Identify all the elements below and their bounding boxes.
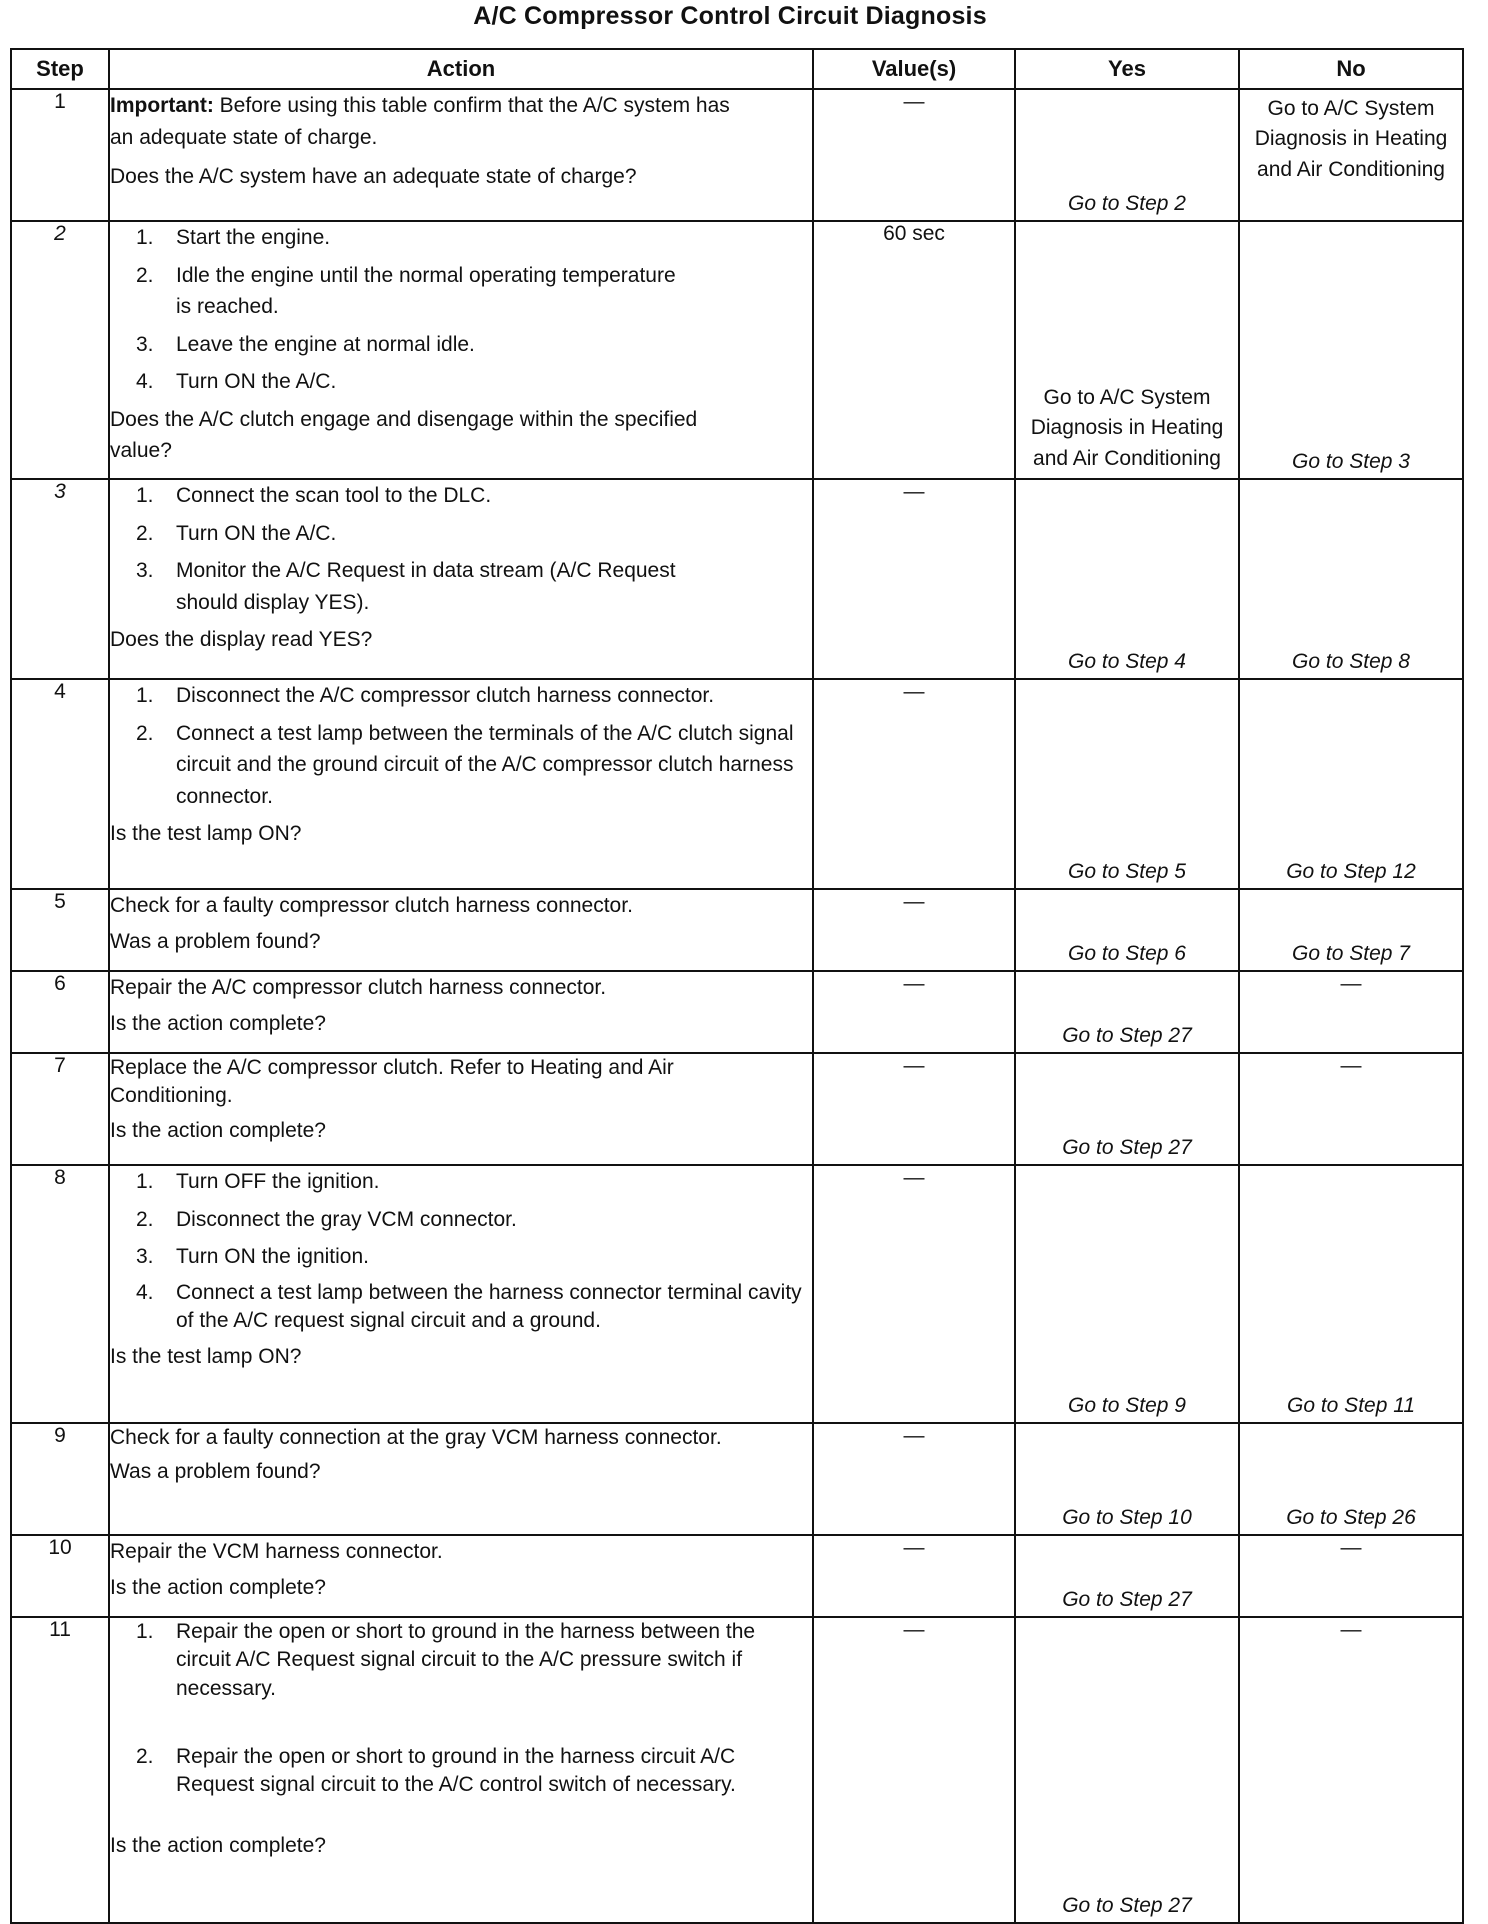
yes-link[interactable]: Go to Step 5 bbox=[1068, 860, 1186, 883]
step-number: 2 bbox=[11, 221, 109, 479]
question: Does the display read YES? bbox=[110, 628, 373, 651]
action-list bbox=[110, 222, 812, 398]
action-cell bbox=[109, 889, 813, 971]
list-item: 1. Connect the scan tool to the DLC. bbox=[136, 484, 492, 507]
value-cell: — bbox=[813, 1053, 1015, 1165]
action-cell bbox=[109, 971, 813, 1053]
important-label: Important: bbox=[110, 94, 214, 117]
no-link[interactable]: Go to Step 11 bbox=[1286, 1394, 1416, 1417]
step-number: 6 bbox=[11, 971, 109, 1053]
list-item: 2. Repair the open or short to ground in the harness circuit A/C Request signal circuit to the A/C control switch of necessary. bbox=[136, 1745, 736, 1797]
list-item: 2. Idle the engine until the normal operating temperature is reached. bbox=[136, 263, 676, 318]
action-cell bbox=[109, 679, 813, 889]
yes-link[interactable]: Go to Step 27 bbox=[1062, 1024, 1192, 1047]
yes-link[interactable]: Go to Step 4 bbox=[1068, 650, 1186, 673]
no-link[interactable]: Go to Step 12 bbox=[1286, 860, 1416, 883]
no-link[interactable]: Go to Step 26 bbox=[1286, 1506, 1416, 1529]
step-number: 4 bbox=[11, 679, 109, 889]
table-row bbox=[11, 221, 1463, 479]
step-number: 8 bbox=[11, 1165, 109, 1423]
value-cell: — bbox=[813, 1535, 1015, 1617]
no-cell bbox=[1239, 679, 1463, 889]
question: Is the action complete? bbox=[110, 1011, 326, 1035]
question: Was a problem found? bbox=[110, 1460, 321, 1484]
value-cell: 60 sec bbox=[813, 221, 1015, 479]
value-cell: — bbox=[813, 679, 1015, 889]
value-cell: — bbox=[813, 1165, 1015, 1423]
header-values: Value(s) bbox=[813, 49, 1015, 89]
list-item: 4. Connect a test lamp between the harness connector terminal cavity of the A/C request signal circuit and a ground. bbox=[136, 1280, 802, 1332]
no-cell bbox=[1239, 479, 1463, 679]
yes-cell bbox=[1015, 679, 1239, 889]
step-number: 10 bbox=[11, 1535, 109, 1617]
question: Is the test lamp ON? bbox=[110, 822, 302, 845]
action-list bbox=[110, 680, 812, 812]
step-number: 1 bbox=[11, 89, 109, 221]
yes-link[interactable]: Go to Step 6 bbox=[1068, 942, 1186, 965]
yes-cell bbox=[1015, 1617, 1239, 1923]
action-cell bbox=[109, 1535, 813, 1617]
table-row bbox=[11, 1053, 1463, 1165]
header-action: Action bbox=[109, 49, 813, 89]
action-text: Repair the A/C compressor clutch harness connector. bbox=[110, 976, 607, 999]
list-item: 1. Disconnect the A/C compressor clutch harness connector. bbox=[136, 684, 715, 707]
yes-link[interactable]: Go to A/C System Diagnosis in Heating and Air Conditioning bbox=[1030, 385, 1224, 470]
no-cell: — bbox=[1239, 1053, 1463, 1165]
action-list bbox=[110, 1166, 812, 1335]
step-number: 3 bbox=[11, 479, 109, 679]
action-cell bbox=[109, 1053, 813, 1165]
list-item: 2. Connect a test lamp between the terminals of the A/C clutch signal circuit and the ground circuit of the A/C compressor clutch harness connector. bbox=[136, 721, 794, 808]
yes-link[interactable]: Go to Step 10 bbox=[1062, 1506, 1192, 1529]
value-cell: — bbox=[813, 971, 1015, 1053]
action-list bbox=[110, 480, 812, 618]
action-text: Repair the VCM harness connector. bbox=[110, 1540, 443, 1563]
list-item: 3. Leave the engine at normal idle. bbox=[136, 332, 475, 356]
yes-cell bbox=[1015, 1165, 1239, 1423]
question: Is the action complete? bbox=[110, 1118, 326, 1142]
list-item: 2. Disconnect the gray VCM connector. bbox=[136, 1207, 517, 1231]
list-item: 1. Turn OFF the ignition. bbox=[136, 1170, 380, 1193]
list-item: 4. Turn ON the A/C. bbox=[136, 370, 337, 393]
action-cell bbox=[109, 1165, 813, 1423]
yes-cell bbox=[1015, 1423, 1239, 1535]
table-row bbox=[11, 889, 1463, 971]
question: Is the test lamp ON? bbox=[110, 1345, 302, 1369]
value-cell: — bbox=[813, 89, 1015, 221]
step-number: 11 bbox=[11, 1617, 109, 1923]
yes-cell bbox=[1015, 89, 1239, 221]
question: Does the A/C system have an adequate state of charge? bbox=[110, 165, 637, 188]
action-cell bbox=[109, 89, 813, 221]
diagnosis-table bbox=[10, 48, 1464, 1924]
value-cell: — bbox=[813, 479, 1015, 679]
list-item: 2. Turn ON the A/C. bbox=[136, 521, 337, 545]
header-no: No bbox=[1239, 49, 1463, 89]
list-item: 1. Repair the open or short to ground in the harness between the circuit A/C Request signal circuit to the A/C pressure switch if necessary. bbox=[136, 1620, 756, 1700]
step-number: 7 bbox=[11, 1053, 109, 1165]
yes-cell bbox=[1015, 1535, 1239, 1617]
header-yes: Yes bbox=[1015, 49, 1239, 89]
no-link[interactable]: Go to Step 8 bbox=[1292, 650, 1410, 673]
table-row bbox=[11, 1617, 1463, 1923]
important-text: Before using this table confirm that the A/C system has an adequate state of charge. bbox=[110, 94, 730, 149]
table-row bbox=[11, 1165, 1463, 1423]
yes-link[interactable]: Go to Step 2 bbox=[1068, 192, 1186, 215]
action-cell bbox=[109, 479, 813, 679]
step-number: 9 bbox=[11, 1423, 109, 1535]
action-text: Replace the A/C compressor clutch. Refer to Heating and Air Conditioning. bbox=[110, 1056, 674, 1108]
list-item: 1. Start the engine. bbox=[136, 226, 331, 249]
value-cell: — bbox=[813, 1423, 1015, 1535]
header-step: Step bbox=[11, 49, 109, 89]
action-cell bbox=[109, 1617, 813, 1923]
question: Is the action complete? bbox=[110, 1833, 326, 1857]
value-cell: — bbox=[813, 889, 1015, 971]
list-item: 3. Turn ON the ignition. bbox=[136, 1245, 369, 1268]
value-cell: — bbox=[813, 1617, 1015, 1923]
yes-cell bbox=[1015, 221, 1239, 479]
yes-link[interactable]: Go to Step 27 bbox=[1062, 1588, 1192, 1611]
no-cell: — bbox=[1239, 1535, 1463, 1617]
table-row bbox=[11, 679, 1463, 889]
no-cell bbox=[1239, 89, 1463, 221]
header-row bbox=[11, 49, 1463, 89]
table-row bbox=[11, 89, 1463, 221]
question: Is the action complete? bbox=[110, 1575, 326, 1599]
no-link[interactable]: Go to Step 7 bbox=[1292, 942, 1410, 965]
no-cell: — bbox=[1239, 971, 1463, 1053]
no-cell bbox=[1239, 1165, 1463, 1423]
page-title: A/C Compressor Control Circuit Diagnosis bbox=[473, 2, 987, 30]
yes-link[interactable]: Go to Step 9 bbox=[1068, 1394, 1186, 1417]
table-row bbox=[11, 971, 1463, 1053]
no-link[interactable]: Go to A/C System Diagnosis in Heating and Air Conditioning bbox=[1254, 97, 1448, 181]
yes-link[interactable]: Go to Step 27 bbox=[1062, 1894, 1192, 1917]
question: Does the A/C clutch engage and disengage within the specified value? bbox=[110, 407, 698, 462]
action-text: Check for a faulty compressor clutch harness connector. bbox=[110, 894, 633, 917]
action-cell bbox=[109, 1423, 813, 1535]
yes-cell bbox=[1015, 971, 1239, 1053]
action-text: Check for a faulty connection at the gray VCM harness connector. bbox=[110, 1426, 722, 1449]
yes-cell bbox=[1015, 1053, 1239, 1165]
no-link[interactable]: Go to Step 3 bbox=[1292, 450, 1410, 473]
yes-cell bbox=[1015, 889, 1239, 971]
step-number: 5 bbox=[11, 889, 109, 971]
table-row bbox=[11, 1535, 1463, 1617]
yes-cell bbox=[1015, 479, 1239, 679]
list-item: 3. Monitor the A/C Request in data stream (A/C Request should display YES). bbox=[136, 559, 676, 614]
question: Was a problem found? bbox=[110, 929, 321, 953]
no-cell bbox=[1239, 889, 1463, 971]
no-cell bbox=[1239, 1423, 1463, 1535]
yes-link[interactable]: Go to Step 27 bbox=[1062, 1136, 1192, 1159]
table-row bbox=[11, 1423, 1463, 1535]
action-cell bbox=[109, 221, 813, 479]
no-cell: — bbox=[1239, 1617, 1463, 1923]
table-row bbox=[11, 479, 1463, 679]
no-cell bbox=[1239, 221, 1463, 479]
action-list bbox=[110, 1618, 812, 1800]
